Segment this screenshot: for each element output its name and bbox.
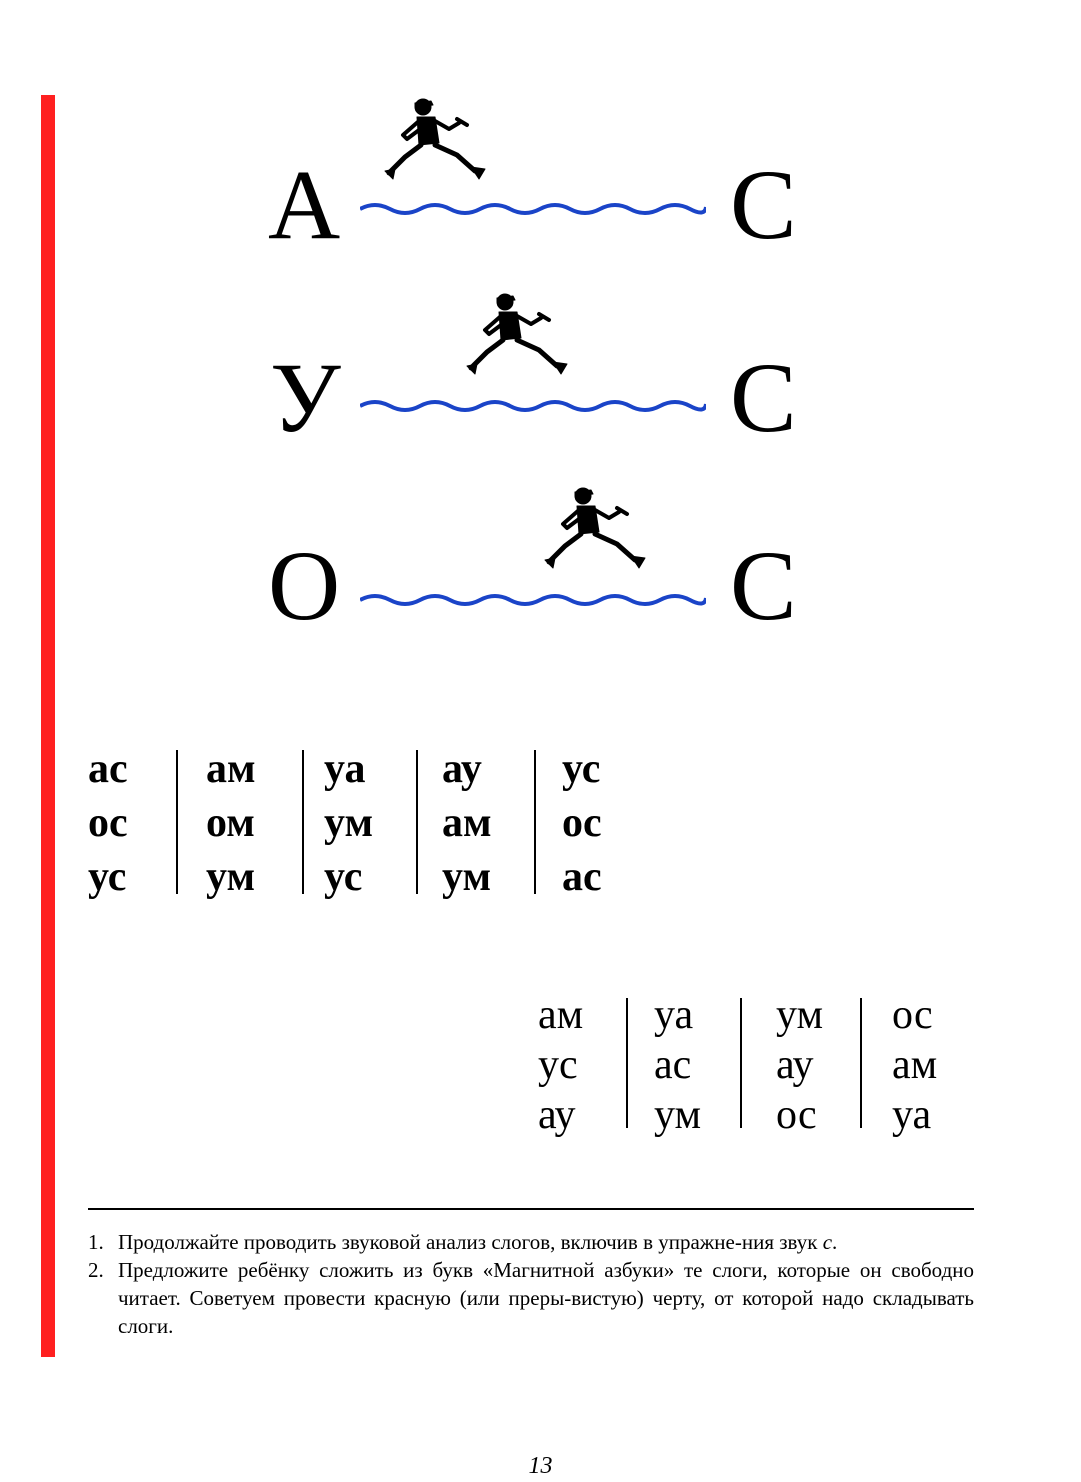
start-letter: О (268, 530, 341, 641)
syllable-column (418, 742, 534, 904)
note-number: 2. (88, 1258, 104, 1282)
teacher-notes (88, 1228, 974, 1340)
syllable: ас (88, 746, 128, 792)
note-text-end: . (832, 1230, 838, 1254)
letter-row-1 (0, 95, 1081, 260)
bold-syllable-table (88, 742, 652, 904)
syllable: ум (206, 854, 256, 900)
wave-line (360, 199, 706, 219)
syllable-column (628, 990, 740, 1140)
syllable: уа (654, 992, 694, 1038)
syllable-column (742, 990, 860, 1140)
syllable-column (304, 742, 416, 904)
regular-syllable-table (538, 990, 982, 1140)
syllable: ус (88, 854, 127, 900)
syllable: ум (442, 854, 492, 900)
red-margin-bar (41, 95, 55, 1357)
syllable: ус (562, 746, 601, 792)
syllable: ум (776, 992, 824, 1038)
syllable: ам (206, 746, 256, 792)
note-item (88, 1256, 974, 1340)
running-boy-icon (465, 290, 577, 382)
syllable: ам (442, 800, 492, 846)
running-boy-icon (543, 484, 655, 576)
syllable-column (862, 990, 982, 1140)
syllable: ас (562, 854, 602, 900)
note-text-body: Продолжайте проводить звуковой анализ слогов, включив в упражне-ния звук (118, 1230, 823, 1254)
syllable: ас (654, 1042, 692, 1088)
letter-row-3 (0, 484, 1081, 644)
syllable: уа (892, 1092, 932, 1138)
syllable: ос (776, 1092, 817, 1138)
end-letter: С (730, 530, 797, 641)
letter-row-2 (0, 290, 1081, 453)
syllable: ос (562, 800, 602, 846)
syllable: ом (206, 800, 255, 846)
start-letter: У (270, 342, 341, 453)
syllable: ум (324, 800, 374, 846)
note-text (118, 1228, 974, 1256)
note-italic-letter: с (822, 1230, 833, 1254)
wave-line (360, 590, 706, 610)
syllable: ос (88, 800, 128, 846)
end-letter: С (730, 342, 797, 453)
start-letter: А (268, 149, 341, 260)
syllable-column (178, 742, 302, 904)
syllable: ау (442, 746, 482, 792)
syllable: ам (538, 992, 584, 1038)
syllable: ам (892, 1042, 938, 1088)
syllable-column (536, 742, 652, 904)
note-text: Предложите ребёнку сложить из букв «Магнитной азбуки» те слоги, которые он свободно читает. Советуем провести красную (или преры-вистую) черту, от которой надо складывать слоги. (118, 1258, 974, 1338)
syllable: ус (538, 1042, 578, 1088)
syllable-column (538, 990, 626, 1140)
note-item (88, 1228, 974, 1256)
end-letter: С (730, 149, 797, 260)
running-boy-icon (383, 95, 495, 187)
syllable: ау (538, 1092, 576, 1138)
page-number: 13 (528, 1453, 553, 1479)
syllable: ус (324, 854, 363, 900)
syllable: ум (654, 1092, 702, 1138)
syllable: ос (892, 992, 933, 1038)
footnote-divider (88, 1208, 974, 1210)
wave-line (360, 396, 706, 416)
note-number: 1. (88, 1230, 104, 1254)
syllable: уа (324, 746, 366, 792)
syllable-column (88, 742, 176, 904)
syllable: ау (776, 1042, 814, 1088)
